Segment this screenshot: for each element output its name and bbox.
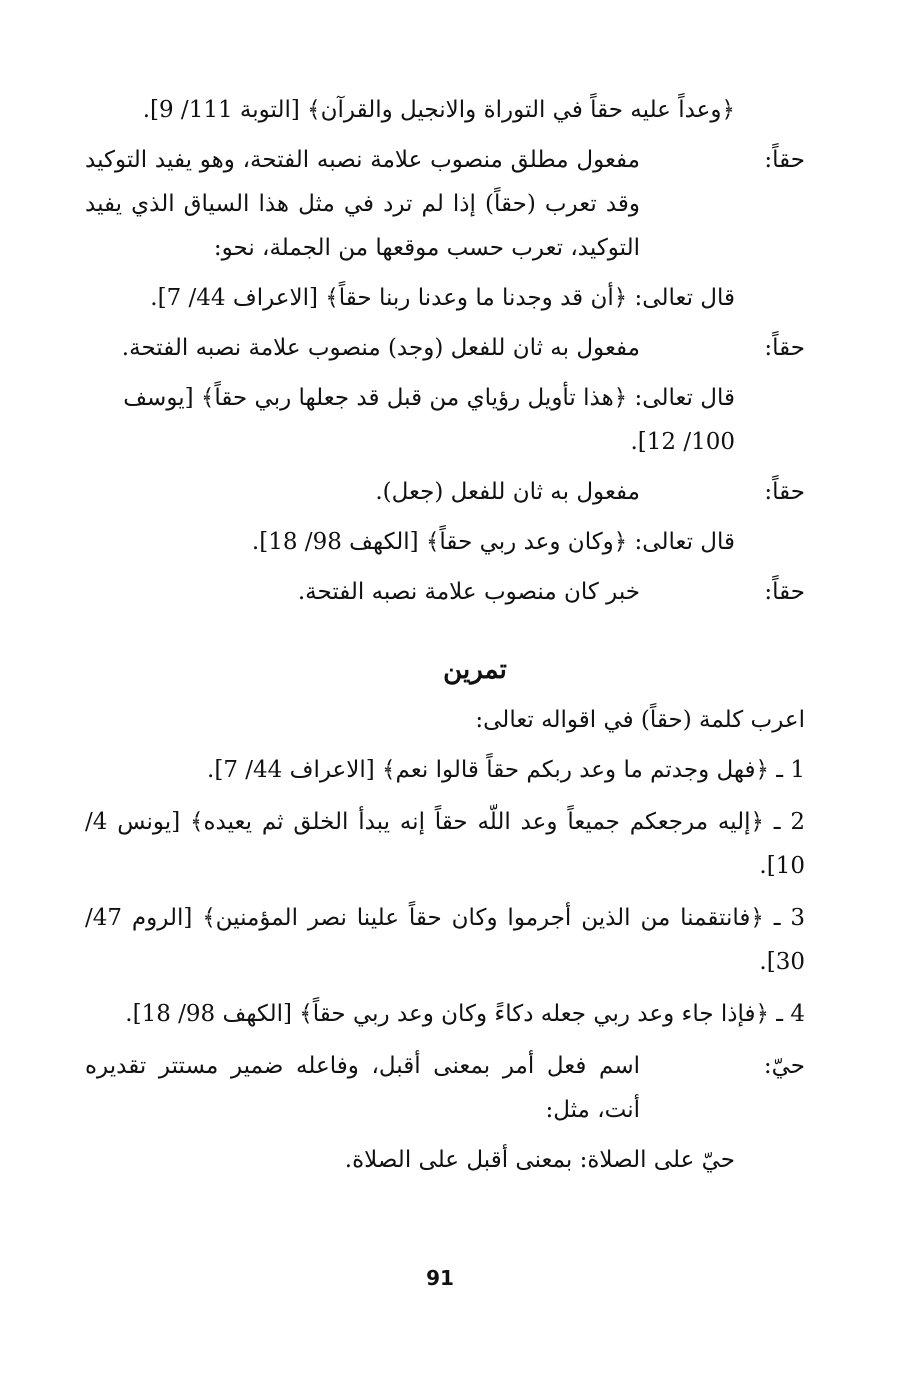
- definition-entry: [85, 1044, 805, 1132]
- entry-definition: مفعول به ثان للفعل (جعل).: [375, 479, 640, 505]
- exercise-item: 4 ـ ﴿فإذا جاء وعد ربي جعله دكاءً وكان وعد ربي حقاً﴾ [الكهف 98/ 18].: [125, 1001, 805, 1027]
- usage-example: حيّ على الصلاة: بمعنى أقبل على الصلاة.: [344, 1147, 735, 1173]
- exercise-item: 1 ـ ﴿فهل وجدتم ما وعد ربكم حقاً قالوا نعم﴾ [الاعراف 44/ 7].: [207, 757, 805, 783]
- page-body: [85, 88, 805, 1188]
- entry-definition: خبر كان منصوب علامة نصبه الفتحة.: [297, 579, 640, 605]
- exercise-instruction: اعرب كلمة (حقاً) في اقواله تعالى:: [475, 707, 805, 733]
- quran-quote-line: قال تعالى: ﴿هذا تأويل رؤياي من قبل قد جعلها ربي حقاً﴾ [يوسف 100/ 12].: [123, 385, 735, 455]
- entry-definition: مفعول مطلق منصوب علامة نصبه الفتحة، وهو يفيد التوكيد وقد تعرب (حقاً) إذا لم ترد في مثل هذا السياق الذي يفيد التوكيد، تعرب حسب موقعها من الجملة، نحو:: [85, 147, 640, 261]
- quran-quote-line: قال تعالى: ﴿وكان وعد ربي حقاً﴾ [الكهف 98/ 18].: [251, 529, 735, 555]
- entry-definition: مفعول به ثان للفعل (وجد) منصوب علامة نصبه الفتحة.: [121, 335, 640, 361]
- definition-entry: [85, 326, 805, 370]
- exercise-item: 2 ـ ﴿إليه مرجعكم جميعاً وعد اللّه حقاً إنه يبدأ الخلق ثم يعيده﴾ [يونس 4/ 10].: [85, 809, 805, 879]
- entry-term: حقاً:: [764, 147, 805, 173]
- definition-entry: [85, 570, 805, 614]
- definition-entry: [85, 138, 805, 270]
- definition-entry: [85, 470, 805, 514]
- quran-quote-line: ﴿وعداً عليه حقاً في التوراة والانجيل والقرآن﴾ [التوبة 111/ 9].: [142, 97, 735, 123]
- entry-term: حيّ:: [763, 1053, 805, 1079]
- page-number: 91: [426, 1266, 454, 1290]
- entry-term: حقاً:: [764, 479, 805, 505]
- exercise-item: 3 ـ ﴿فانتقمنا من الذين أجرموا وكان حقاً علينا نصر المؤمنين﴾ [الروم 47/ 30].: [85, 905, 805, 975]
- entry-term: حقاً:: [764, 335, 805, 361]
- quran-quote-line: قال تعالى: ﴿أن قد وجدنا ما وعدنا ربنا حقاً﴾ [الاعراف 44/ 7].: [150, 285, 735, 311]
- entry-definition: اسم فعل أمر بمعنى أقبل، وفاعله ضمير مستتر تقديره أنت، مثل:: [85, 1053, 640, 1123]
- entry-term: حقاً:: [764, 579, 805, 605]
- exercise-title: تمرين: [443, 655, 507, 685]
